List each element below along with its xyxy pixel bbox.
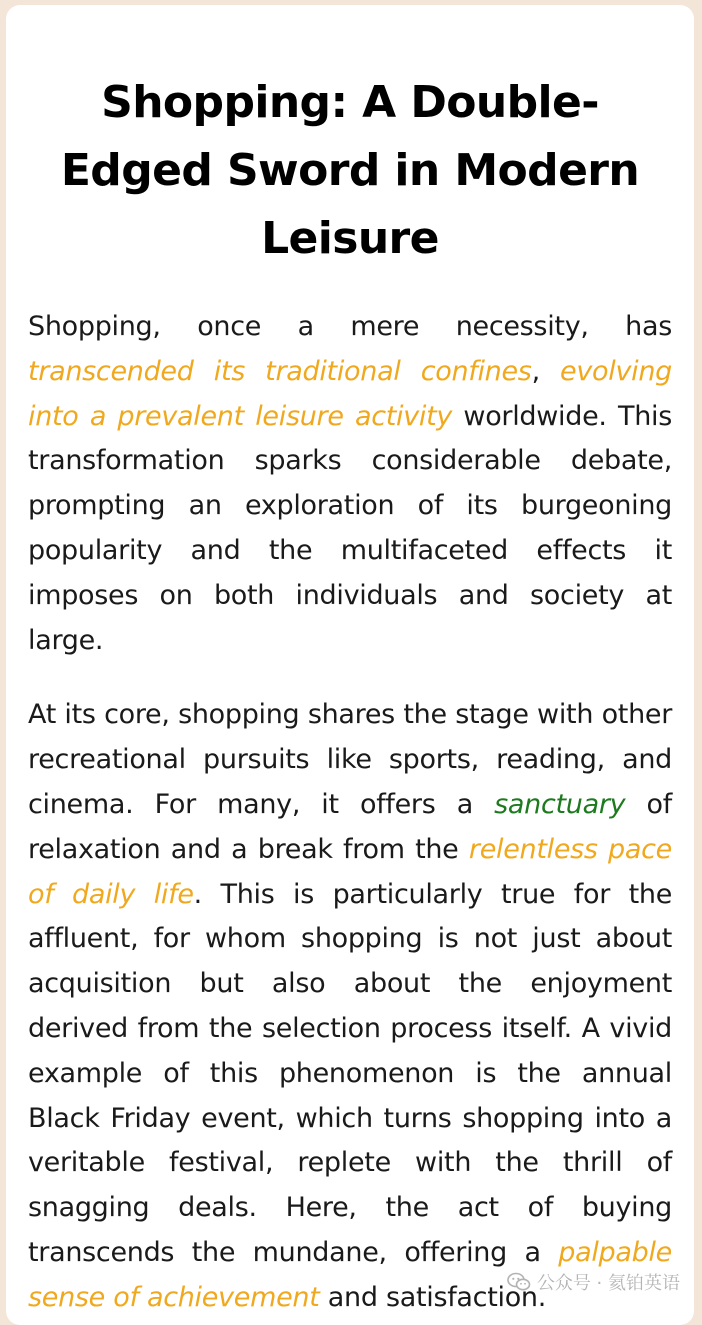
paragraph-1 <box>28 305 672 663</box>
wechat-icon <box>507 1272 531 1292</box>
highlight-phrase: evolving into a prevalent leisure activity <box>28 356 672 432</box>
highlight-phrase: transcended its traditional confines <box>28 356 532 387</box>
paragraph-2-text: At its core, shopping shares the stage with other recreational pursuits like sports, reading, and cinema. For many, it offers a <box>28 699 672 820</box>
article-title: Shopping: A Double-Edged Sword in Modern Leisure <box>28 69 672 273</box>
watermark <box>507 1269 680 1295</box>
paragraph-1-text: Shopping, once a mere necessity, has <box>28 311 672 342</box>
watermark-text: 公众号 · 氦铂英语 <box>537 1269 680 1295</box>
paragraph-2 <box>28 693 672 1320</box>
paragraph-2-text: and satisfaction. <box>319 1282 546 1313</box>
paragraph-2-text: . This is particularly true for the affluent, for whom shopping is not just about acquisition but also about the enjoyment derived from the selection process itself. A vivid example of this phenomenon is the annual Black Friday event, which turns shopping into a veritable festival, replete with the thrill of snagging deals. Here, the act of buying transcends the mundane, offering a <box>28 879 672 1268</box>
highlight-phrase: palpable sense of achievement <box>28 1237 672 1313</box>
article-card <box>6 5 694 1325</box>
highlight-phrase-green: sanctuary <box>494 789 625 820</box>
paragraph-1-text: , <box>532 356 560 387</box>
paragraph-1-text: worldwide. This transformation sparks considerable debate, prompting an exploration of its burgeoning popularity and the multifaceted effects it imposes on both individuals and society at large. <box>28 401 672 656</box>
highlight-phrase: relentless pace of daily life <box>28 834 672 910</box>
paragraph-2-text: of relaxation and a break from the <box>28 789 672 865</box>
